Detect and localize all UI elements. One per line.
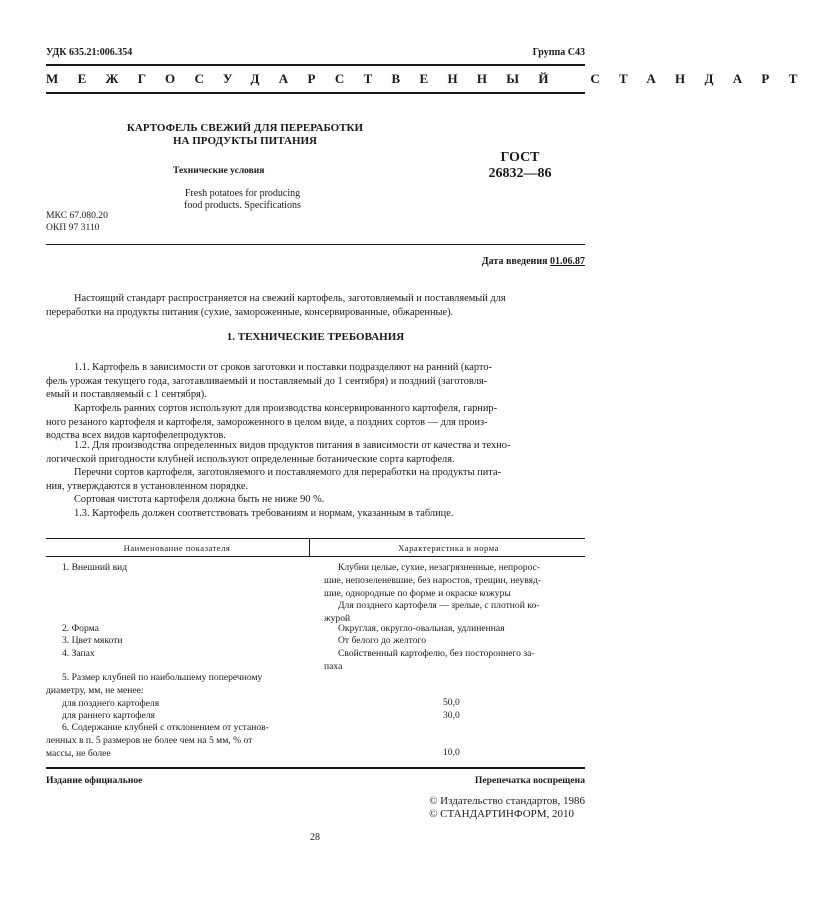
document-title: [105, 122, 385, 148]
table-header-divider: [309, 538, 310, 556]
paragraph-1-3: 1.3. Картофель должен соответствовать требованиям и нормам, указанным в таблице.: [74, 508, 454, 519]
title-line-2: НА ПРОДУКТЫ ПИТАНИЯ: [172, 135, 317, 147]
table-cell-value: Свойственный картофелю, без постороннего за- паха: [324, 648, 535, 672]
classification-codes: [46, 210, 108, 233]
subtitle: Технические условия: [173, 166, 265, 176]
gost-label: ГОСТ: [500, 150, 540, 165]
copyright-block: [429, 795, 585, 821]
table-cell-value: 50,0 30,0: [443, 697, 460, 721]
okp-code: ОКП 97 3110: [46, 221, 100, 233]
title-rule: [46, 244, 585, 245]
gost-designation: [480, 150, 560, 182]
paragraph-1-2: 1.2. Для производства определенных видов продуктов питания в зависимости от качества и техно- логической пригодности клубней используют определенные ботанические сорта картофеля.: [46, 440, 511, 465]
table-row: 5. Размер клубней по наибольшему поперечному диаметру, мм, не менее: для позднего картофеля для раннего картофеля: [46, 672, 263, 722]
table-header-name: Наименование показателя: [123, 543, 231, 553]
table-cell-value: От белого до желтого: [338, 635, 426, 646]
paragraph-variety-lists: Перечни сортов картофеля, заготовляемого и поставляемого для переработки на продукты пита- ния, утверждаются в установленном порядке.: [46, 467, 502, 492]
title-line-1: КАРТОФЕЛЬ СВЕЖИЙ ДЛЯ ПЕРЕРАБОТКИ: [126, 122, 364, 134]
english-title-line-1: Fresh potatoes for producing: [184, 188, 301, 199]
english-title: [170, 188, 315, 212]
effective-date-label: Дата введения: [481, 256, 548, 267]
table-row: 2. Форма: [62, 623, 99, 634]
table-top-rule: [46, 538, 585, 539]
udk-code: УДК 635.21:006.354: [46, 47, 133, 58]
table-row: 6. Содержание клубней с отклонением от установ- ленных в п. 5 размеров не более чем на 5 мм, % от массы, не более: [46, 722, 269, 759]
copyright-line-2: © СТАНДАРТИНФОРМ, 2010: [429, 808, 575, 820]
table-header-value: Характеристика и норма: [398, 543, 499, 553]
page-number: 28: [310, 832, 320, 843]
gost-number: 26832—86: [488, 166, 552, 181]
footer-rule: [46, 767, 585, 769]
group-code: Группа С43: [532, 47, 585, 58]
table-header-rule: [46, 556, 585, 557]
header-rule-bottom: [46, 92, 585, 94]
effective-date: [482, 256, 585, 267]
header-rule-top: [46, 64, 585, 66]
table-cell-value: Округлая, округло-овальная, удлиненная: [338, 623, 505, 634]
table-row: 3. Цвет мякоти: [62, 635, 123, 646]
table-row: 4. Запах: [62, 648, 95, 659]
copyright-line-1: © Издательство стандартов, 1986: [429, 795, 585, 807]
table-cell-value: 10,0: [443, 747, 460, 758]
standard-banner: МЕЖГОСУДАРСТВЕННЫЙ СТАНДАРТ: [46, 71, 817, 86]
paragraph-early-varieties: Картофель ранних сортов используют для производства консервированного картофеля, гарнир- ного резаного картофеля и картофеля, замороженного в целом виде, а поздних сортов — для произ- водства всех видов картофелепродуктов.: [46, 403, 498, 442]
reprint-prohibited: Перепечатка воспрещена: [474, 775, 585, 786]
english-title-line-2: food products. Specifications: [184, 200, 301, 211]
mks-code: МКС 67.080.20: [46, 210, 108, 221]
table-row: 1. Внешний вид: [62, 562, 128, 573]
section-title: 1. ТЕХНИЧЕСКИЕ ТРЕБОВАНИЯ: [226, 331, 405, 343]
official-edition: Издание официальное: [46, 775, 143, 786]
table-cell-value: Клубни целые, сухие, незагрязненные, непророс- шие, непозеленевшие, без наростов, трещин, неувяд- шие, однородные по форме и окраске кожуры Для позднего картофеля — зрелые, с плотной ко- журой: [324, 562, 542, 625]
paragraph-purity: Сортовая чистота картофеля должна быть не ниже 90 %.: [74, 494, 325, 505]
effective-date-value: 01.06.87: [550, 256, 585, 267]
paragraph-1-1: 1.1. Картофель в зависимости от сроков заготовки и поставки подразделяют на ранний (карто- фель урожая текущего года, заготавливаемый и поставляемый до 1 сентября) и поздний (заготовля- емый и поставляемый с 1 сентября).: [46, 362, 492, 401]
intro-paragraph: Настоящий стандарт распространяется на свежий картофель, заготовляемый и поставляемый для переработки на продукты питания (сухие, замороженные, консервированные, обжаренные).: [46, 293, 506, 318]
